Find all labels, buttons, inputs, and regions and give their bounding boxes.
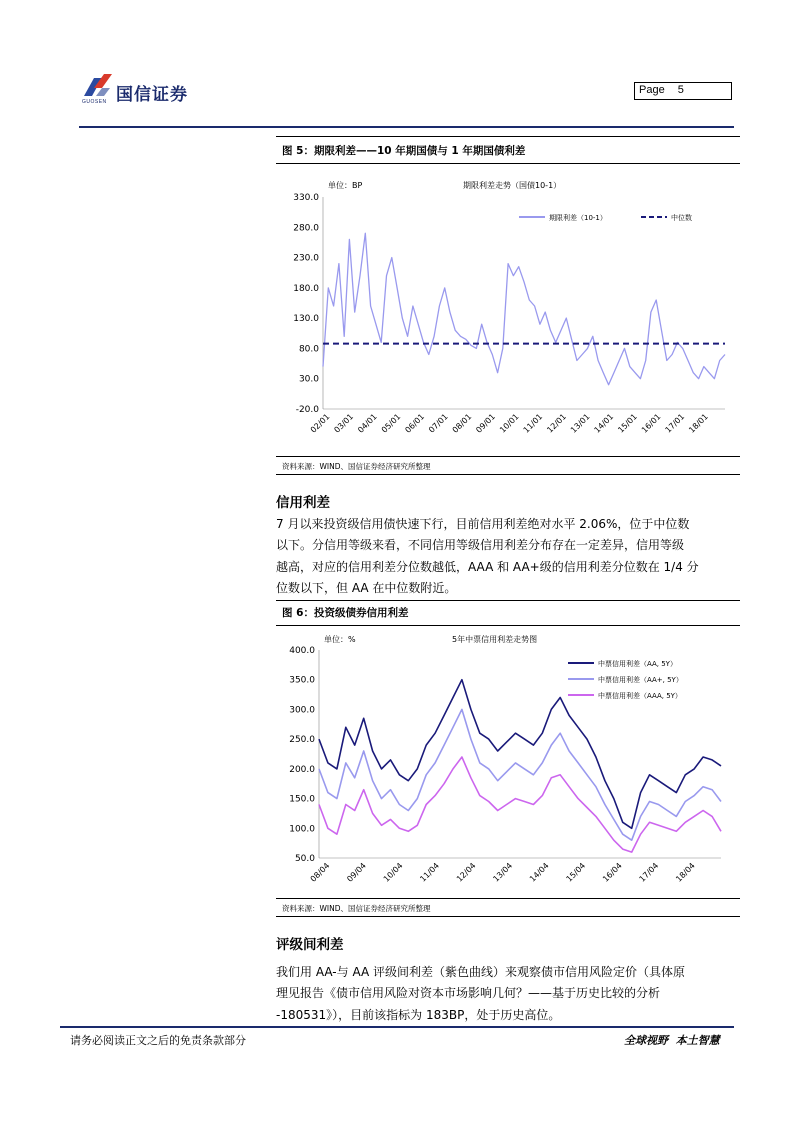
x-tick-label: 11/04	[418, 861, 442, 884]
legend-label: 中票信用利差（AA+, 5Y）	[598, 676, 683, 684]
x-tick-label: 02/01	[308, 412, 332, 435]
paragraph-line: 7 月以来投资级信用债快速下行，目前信用利差绝对水平 2.06%，位于中位数	[276, 517, 690, 531]
figure6-mid-rule	[276, 625, 740, 626]
x-tick-label: 14/04	[527, 861, 551, 884]
figure6-source-rule	[276, 916, 740, 917]
x-tick-label: 09/04	[345, 861, 368, 884]
x-tick-label: 17/01	[663, 412, 687, 435]
x-tick-label: 08/01	[450, 412, 474, 435]
series-line	[319, 757, 721, 852]
y-tick-label: 400.0	[289, 646, 315, 656]
x-tick-label: 16/04	[601, 861, 624, 884]
figure5-title: 图 5：期限利差——10 年期国债与 1 年期国债利差	[282, 145, 526, 157]
paragraph-line: 越高，对应的信用利差分位数越低，AAA 和 AA+级的信用利差分位数在 1/4 分	[276, 559, 699, 574]
x-tick-label: 16/01	[639, 412, 663, 435]
figure6-bottom-rule	[276, 898, 740, 899]
x-tick-label: 15/04	[564, 861, 588, 884]
y-tick-label: 350.0	[289, 675, 315, 686]
paragraph-line: 以下。分信用等级来看，不同信用等级信用利差分布存在一定差异，信用等级	[276, 538, 685, 553]
figure5-mid-rule	[276, 163, 740, 164]
figure6-title: 图 6：投资级债券信用利差	[282, 607, 409, 619]
x-tick-label: 13/04	[491, 861, 515, 884]
y-tick-label: 280.0	[293, 223, 319, 234]
paragraph-line: 位数以下，但 AA 在中位数附近。	[276, 580, 457, 595]
header-rule	[79, 126, 734, 128]
chart-title: 期限利差走势（国债10-1）	[463, 181, 562, 190]
legend-label: 中票信用利差（AAA, 5Y）	[598, 692, 682, 700]
logo	[80, 74, 210, 110]
x-tick-label: 15/01	[616, 412, 639, 435]
x-tick-label: 12/04	[454, 861, 478, 884]
x-tick-label: 12/01	[545, 412, 568, 435]
y-tick-label: 230.0	[293, 253, 319, 264]
x-tick-label: 18/01	[687, 412, 710, 435]
section-rating-title: 评级间利差	[276, 937, 344, 953]
figure5-source: 资料来源：WIND、国信证券经济研究所整理	[282, 462, 431, 471]
y-tick-label: 180.0	[293, 283, 319, 294]
figure6-top-rule	[276, 600, 740, 601]
logo-subtext: GUOSEN	[82, 99, 107, 105]
y-tick-label: 150.0	[289, 794, 315, 805]
chart-unit-label: 单位：BP	[328, 181, 363, 190]
y-tick-label: 50.0	[294, 854, 315, 864]
x-tick-label: 07/01	[427, 412, 450, 435]
paragraph-line: -180531》），目前该指标为 183BP，处于历史高位。	[276, 1007, 561, 1022]
figure6-chart	[276, 630, 740, 896]
x-tick-label: 05/01	[379, 412, 403, 435]
footer-rule	[60, 1026, 734, 1028]
legend-label: 中位数	[671, 214, 692, 222]
section-rating-body	[276, 962, 740, 1026]
x-tick-label: 06/01	[403, 412, 427, 435]
footer-slogan: 全球视野 本土智慧	[624, 1034, 720, 1047]
logo-text: 国信证券	[116, 85, 188, 105]
y-tick-label: 100.0	[289, 824, 315, 835]
figure5-top-rule	[276, 136, 740, 137]
x-tick-label: 13/01	[568, 412, 592, 435]
y-tick-label: 80.0	[298, 344, 319, 355]
y-tick-label: 300.0	[289, 705, 315, 716]
chart-title: 5年中票信用利差走势图	[452, 635, 538, 644]
x-tick-label: 18/04	[674, 861, 697, 884]
x-tick-label: 09/01	[474, 412, 498, 435]
y-tick-label: 330.0	[293, 193, 319, 203]
figure6-source: 资料来源：WIND、国信证券经济研究所整理	[282, 904, 431, 913]
paragraph-line: 我们用 AA-与 AA 评级间利差（紫色曲线）来观察债市信用风险定价（具体原	[276, 965, 686, 979]
x-tick-label: 11/01	[521, 412, 545, 435]
y-tick-label: 250.0	[289, 735, 315, 746]
y-tick-label: 30.0	[298, 374, 319, 385]
x-tick-label: 17/04	[637, 861, 661, 884]
page-label: Page	[639, 84, 665, 96]
legend-label: 期限利差（10-1）	[549, 214, 607, 222]
x-tick-label: 08/04	[308, 861, 332, 884]
x-tick-label: 03/01	[332, 412, 356, 435]
paragraph-line: 理见报告《债市信用风险对资本市场影响几何？——基于历史比较的分析	[276, 986, 661, 1001]
x-tick-label: 04/01	[356, 412, 379, 435]
page-number-box	[634, 82, 732, 100]
series-line	[323, 233, 725, 384]
guosen-logo-icon	[80, 74, 114, 100]
x-tick-label: 10/04	[381, 861, 405, 884]
chart-unit-label: 单位：%	[324, 635, 356, 644]
x-tick-label: 10/01	[498, 412, 521, 435]
y-tick-label: 200.0	[289, 764, 315, 775]
x-tick-label: 14/01	[592, 412, 616, 435]
figure5-chart	[276, 168, 740, 454]
footer-disclaimer: 请务必阅读正文之后的免责条款部分	[70, 1034, 246, 1047]
page-number: 5	[677, 84, 684, 96]
section-credit-title: 信用利差	[276, 495, 330, 511]
section-credit-body	[276, 514, 740, 599]
figure5-bottom-rule	[276, 456, 740, 457]
series-line	[319, 709, 721, 840]
legend-label: 中票信用利差（AA, 5Y）	[598, 660, 677, 668]
figure5-source-rule	[276, 474, 740, 475]
y-tick-label: -20.0	[295, 405, 319, 415]
y-tick-label: 130.0	[293, 314, 319, 325]
